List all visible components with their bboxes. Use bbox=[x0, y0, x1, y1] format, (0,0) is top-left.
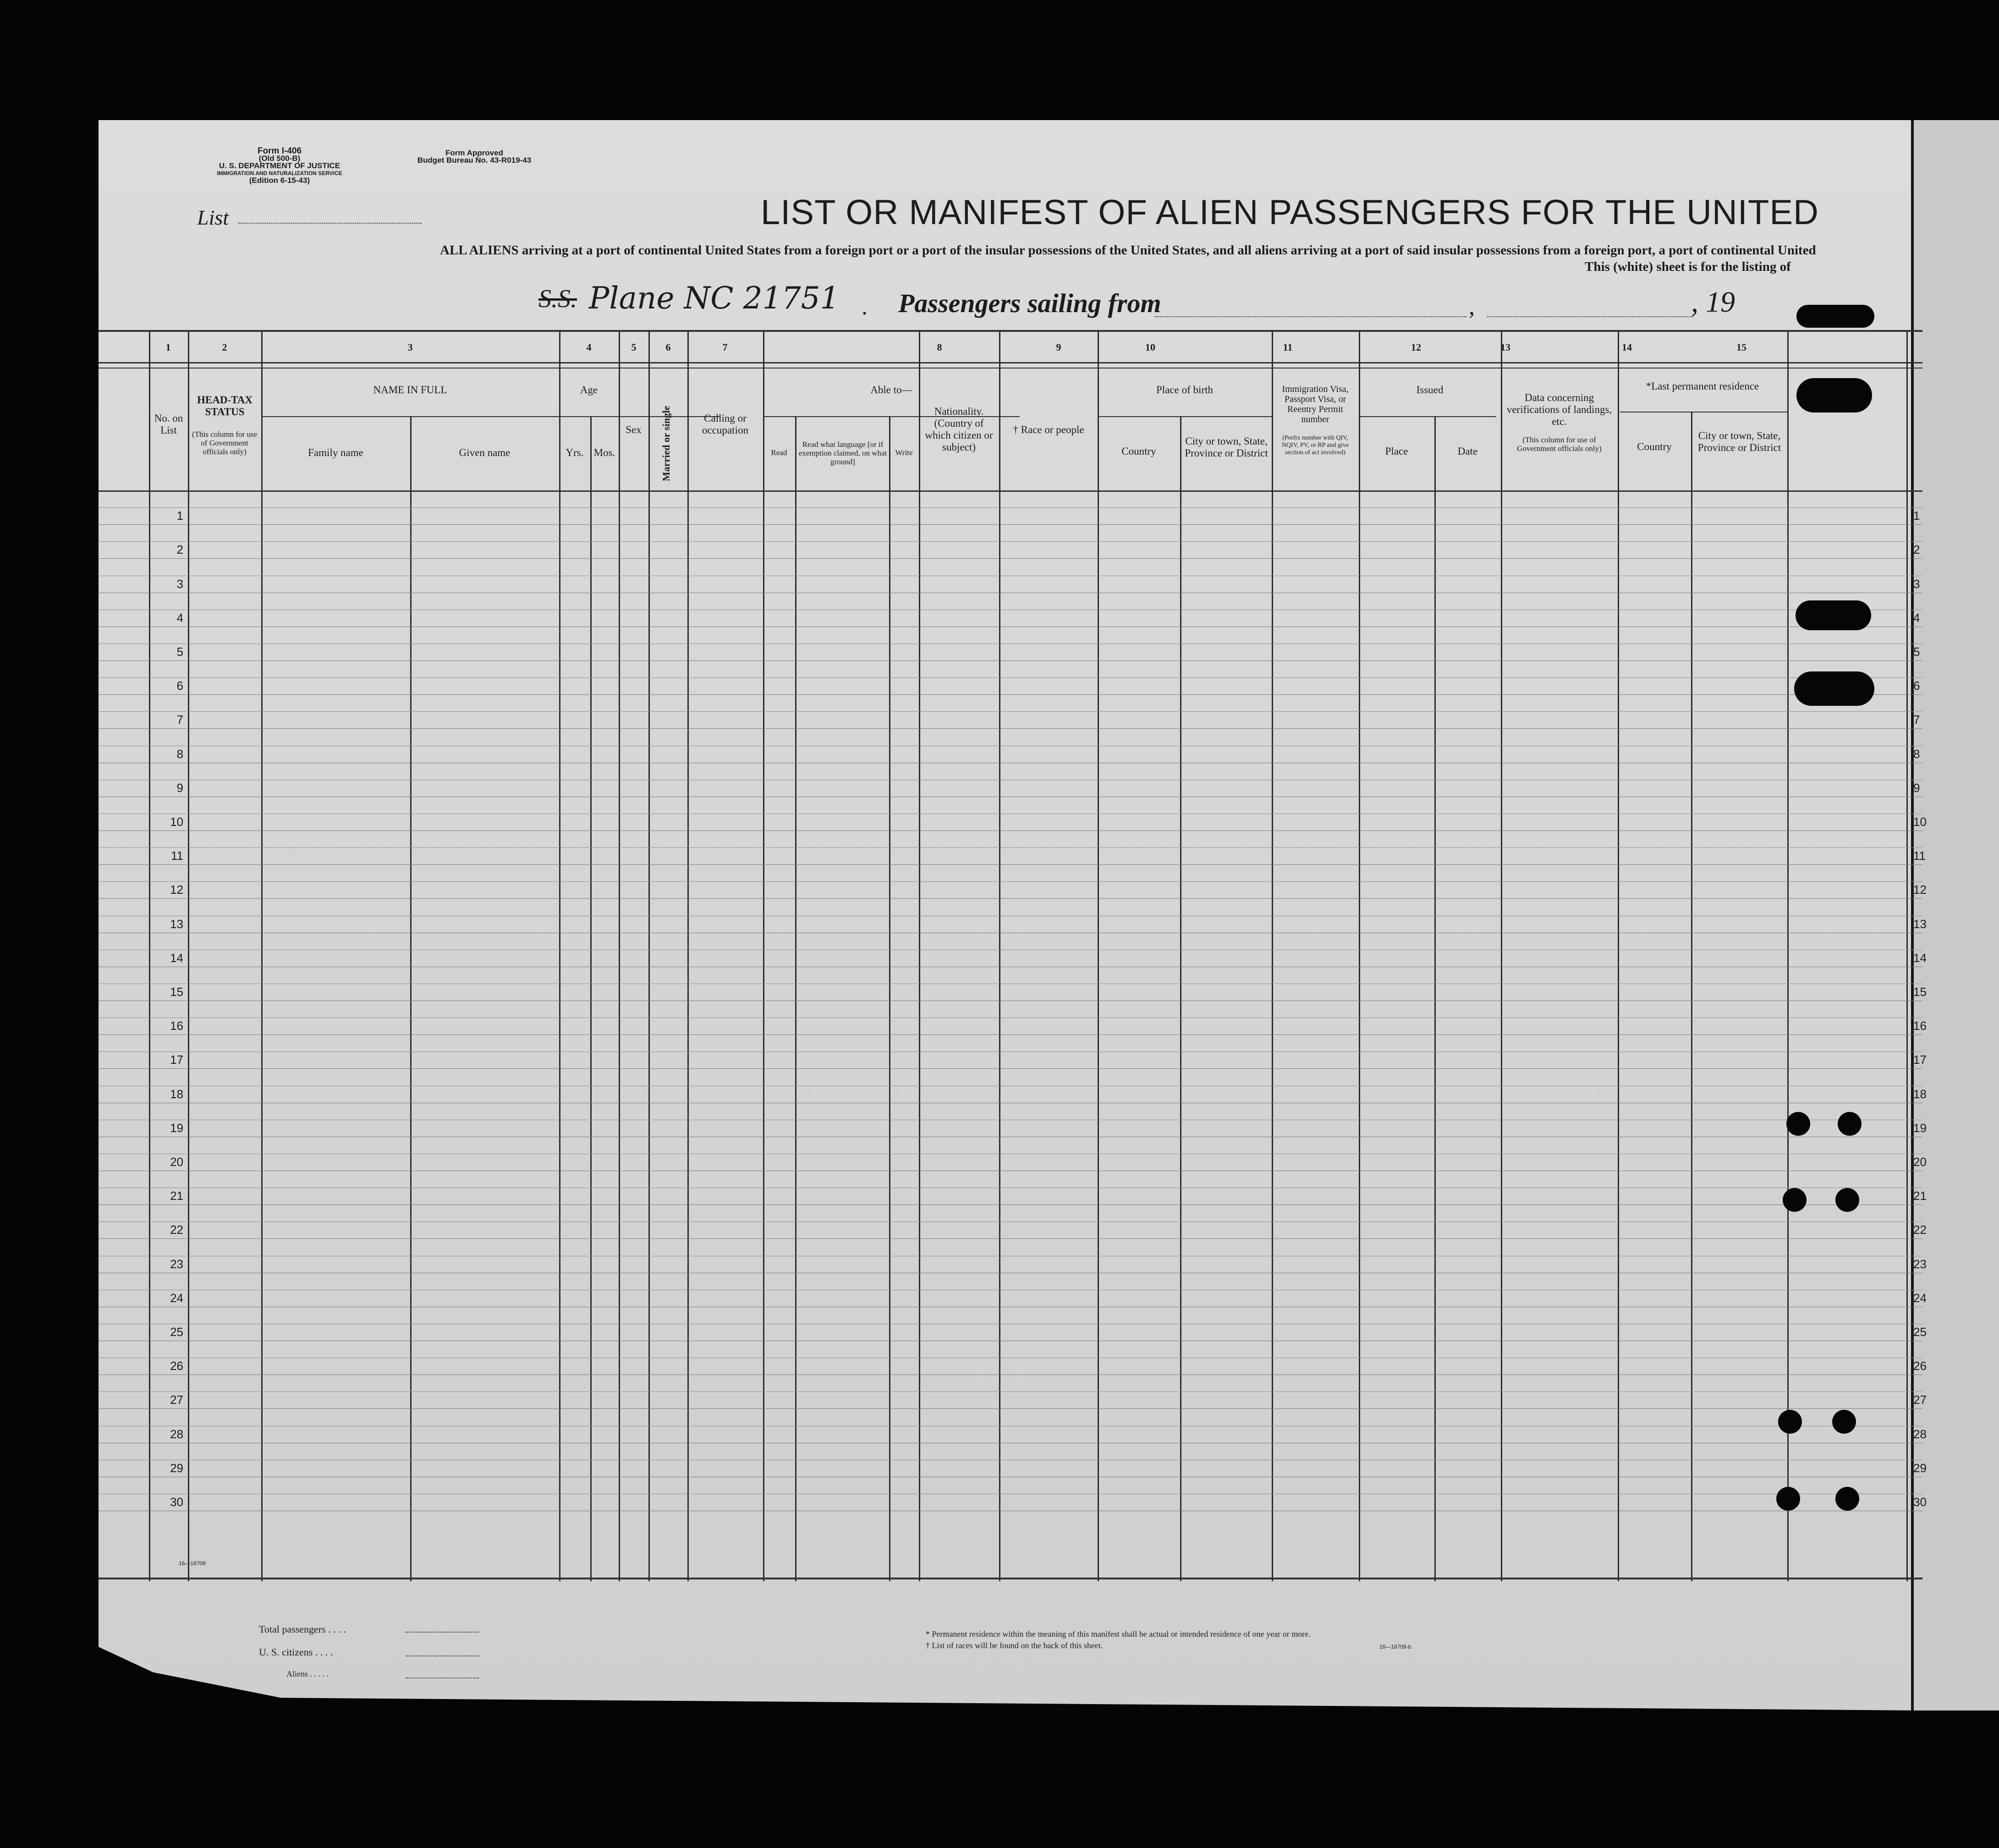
row-divider bbox=[99, 1034, 1922, 1035]
row-number: 12 bbox=[170, 883, 183, 897]
row-number: 16 bbox=[170, 1019, 183, 1033]
col-number-14: 14 bbox=[1622, 341, 1632, 353]
row-number: 23 bbox=[170, 1257, 183, 1271]
header-place-of-birth: Place of birth bbox=[1156, 384, 1213, 396]
col-number-6: 6 bbox=[665, 341, 671, 353]
header-head-tax-note: (This column for use of Government officials only) bbox=[192, 430, 258, 456]
header-read-language: Read what language [or if exemption claimed, on what ground] bbox=[798, 440, 887, 466]
row-number: 18 bbox=[170, 1087, 183, 1101]
row-divider bbox=[99, 830, 1922, 831]
punch-hole bbox=[1783, 1188, 1807, 1212]
vessel-name-handwritten[interactable]: Plane NC 21751 bbox=[589, 280, 840, 316]
row-number: 26 bbox=[170, 1359, 183, 1373]
row-number: 29 bbox=[170, 1461, 183, 1475]
punch-blot bbox=[1796, 305, 1874, 328]
header-calling-or-occupation: Calling or occupation bbox=[702, 412, 748, 436]
row-number: 3 bbox=[176, 577, 183, 591]
row-number-right: 19 bbox=[1913, 1121, 1927, 1135]
row-number-right: 27 bbox=[1913, 1393, 1927, 1407]
col-number-3: 3 bbox=[407, 341, 413, 353]
col-number-4: 4 bbox=[586, 341, 592, 353]
row-divider bbox=[99, 728, 1922, 729]
row-number: 9 bbox=[176, 781, 183, 795]
row-divider-minor bbox=[99, 1221, 1922, 1222]
punch-hole bbox=[1778, 1410, 1802, 1434]
row-number: 4 bbox=[176, 610, 183, 625]
row-number: 8 bbox=[176, 747, 183, 761]
row-number: 19 bbox=[170, 1121, 183, 1135]
punch-hole bbox=[1832, 1410, 1856, 1434]
row-divider-minor bbox=[99, 677, 1922, 678]
header-age-mos: Mos. bbox=[593, 447, 615, 458]
row-number-right: 6 bbox=[1913, 679, 1920, 693]
aliens-label: Aliens . . . . . bbox=[286, 1669, 329, 1678]
total-passengers-label: Total passengers . . . . bbox=[259, 1623, 346, 1635]
row-number-right: 13 bbox=[1913, 917, 1927, 931]
row-number: 6 bbox=[176, 679, 183, 693]
total-passengers-field[interactable] bbox=[406, 1632, 479, 1633]
row-number: 27 bbox=[170, 1393, 183, 1407]
row-number-right: 8 bbox=[1913, 747, 1920, 761]
form-identification bbox=[192, 148, 367, 184]
row-number-right: 5 bbox=[1913, 645, 1920, 659]
row-number-right: 16 bbox=[1913, 1019, 1927, 1033]
row-number: 13 bbox=[170, 917, 183, 931]
row-divider-minor bbox=[99, 507, 1922, 508]
row-number: 14 bbox=[170, 951, 183, 965]
header-married-or-single: Married or single bbox=[660, 406, 672, 481]
row-number-right: 26 bbox=[1913, 1359, 1927, 1373]
print-code-left: 16—18709 bbox=[179, 1560, 206, 1567]
row-number-right: 12 bbox=[1913, 883, 1927, 897]
row-number-right: 10 bbox=[1913, 815, 1927, 829]
row-number: 11 bbox=[171, 849, 183, 863]
row-number: 17 bbox=[170, 1053, 183, 1067]
punch-blot bbox=[1796, 600, 1871, 630]
row-divider bbox=[99, 694, 1922, 695]
row-divider-minor bbox=[99, 1051, 1922, 1052]
row-divider bbox=[99, 1238, 1922, 1239]
punch-hole bbox=[1835, 1487, 1859, 1511]
row-number-right: 4 bbox=[1913, 610, 1920, 625]
punch-hole bbox=[1786, 1112, 1810, 1136]
header-issued-place: Place bbox=[1385, 446, 1408, 457]
sailing-date-field[interactable] bbox=[1487, 316, 1693, 317]
header-visa-note: (Prefix number with QIV, NQIV, PV, or RP and give section of act involved) bbox=[1281, 434, 1349, 456]
row-number: 28 bbox=[170, 1427, 183, 1441]
header-issued: Issued bbox=[1416, 384, 1444, 396]
header-age-yrs: Yrs. bbox=[566, 447, 584, 458]
row-number: 2 bbox=[176, 543, 183, 557]
row-number-right: 17 bbox=[1913, 1053, 1927, 1067]
row-divider-minor bbox=[99, 711, 1922, 712]
row-number-right: 11 bbox=[1913, 849, 1926, 863]
col-number-10: 10 bbox=[1145, 341, 1155, 353]
punch-hole bbox=[1838, 1112, 1862, 1136]
row-number: 25 bbox=[170, 1325, 183, 1339]
header-write: Write bbox=[895, 448, 913, 457]
row-number-right: 24 bbox=[1913, 1291, 1927, 1305]
punch-hole bbox=[1776, 1487, 1800, 1511]
header-nationality: Nationality. (Country of which citizen or subject) bbox=[925, 406, 993, 453]
row-number-right: 29 bbox=[1913, 1461, 1927, 1475]
budget-bureau-number: Budget Bureau No. 43-R019-43 bbox=[417, 156, 532, 165]
punch-hole bbox=[1835, 1188, 1859, 1212]
row-divider-minor bbox=[99, 881, 1922, 882]
form-number: Form I-406 bbox=[257, 146, 302, 156]
row-number: 22 bbox=[170, 1223, 183, 1237]
vessel-period: . bbox=[862, 294, 868, 320]
header-head-tax: HEAD-TAX STATUS bbox=[197, 394, 253, 418]
row-number: 15 bbox=[170, 985, 183, 999]
header-sex: Sex bbox=[626, 424, 642, 435]
row-number-right: 30 bbox=[1913, 1495, 1927, 1509]
header-able-to: Able to— bbox=[870, 384, 912, 396]
header-data-concerning: Data concerning verifications of landings, etc. bbox=[1506, 392, 1612, 427]
col-number-13: 13 bbox=[1500, 341, 1510, 353]
header-family-name: Family name bbox=[308, 447, 363, 458]
row-number-right: 14 bbox=[1913, 951, 1927, 965]
col-number-2: 2 bbox=[222, 341, 227, 353]
header-residence-country: Country bbox=[1637, 441, 1672, 452]
header-read: Read bbox=[771, 448, 787, 457]
sailing-comma: , bbox=[1469, 294, 1475, 320]
row-number-right: 28 bbox=[1913, 1427, 1927, 1441]
header-residence-city: City or town, State, Province or District bbox=[1697, 430, 1781, 453]
sailing-from-label: Passengers sailing from bbox=[898, 288, 1161, 318]
header-last-permanent-residence: *Last permanent residence bbox=[1646, 380, 1759, 392]
punch-blot bbox=[1796, 378, 1872, 412]
row-number-right: 22 bbox=[1913, 1223, 1927, 1237]
row-number-right: 7 bbox=[1913, 713, 1920, 727]
row-number: 1 bbox=[176, 509, 183, 523]
row-number: 5 bbox=[176, 645, 183, 659]
form-edition: (Edition 6-15-43) bbox=[249, 176, 310, 185]
row-number-right: 25 bbox=[1913, 1325, 1927, 1339]
col-number-12: 12 bbox=[1411, 341, 1421, 353]
row-number-right: 15 bbox=[1913, 985, 1927, 999]
header-age: Age bbox=[580, 384, 598, 396]
year-prefix: , 19 bbox=[1691, 286, 1735, 318]
row-divider-minor bbox=[99, 847, 1922, 848]
row-divider bbox=[99, 524, 1922, 525]
header-no-on-list: No. on List bbox=[154, 412, 183, 436]
row-divider bbox=[99, 898, 1922, 899]
instructions-line2: This (white) sheet is for the listing of bbox=[1585, 259, 1791, 274]
row-number: 21 bbox=[170, 1189, 183, 1203]
header-issued-date: Date bbox=[1457, 446, 1478, 457]
row-number-right: 3 bbox=[1913, 577, 1920, 591]
row-number: 10 bbox=[170, 815, 183, 829]
print-code-right: 16—18709-b bbox=[1379, 1644, 1411, 1650]
col-number-8: 8 bbox=[937, 341, 942, 353]
row-number: 30 bbox=[170, 1495, 183, 1509]
header-visa-number: Immigration Visa, Passport Visa, or Reentry Permit number bbox=[1282, 384, 1349, 424]
us-citizens-label: U. S. citizens . . . . bbox=[259, 1646, 333, 1658]
col-number-11: 11 bbox=[1283, 341, 1293, 353]
row-number: 24 bbox=[170, 1291, 183, 1305]
col-number-15: 15 bbox=[1736, 341, 1746, 353]
row-number: 20 bbox=[170, 1155, 183, 1169]
row-number-right: 9 bbox=[1913, 781, 1920, 795]
row-number: 7 bbox=[176, 713, 183, 727]
punch-blot bbox=[1794, 671, 1874, 706]
row-number-right: 20 bbox=[1913, 1155, 1927, 1169]
row-number-right: 21 bbox=[1913, 1189, 1927, 1203]
col-number-7: 7 bbox=[722, 341, 728, 353]
row-number-right: 23 bbox=[1913, 1257, 1927, 1271]
col-number-9: 9 bbox=[1056, 341, 1061, 353]
budget-approval bbox=[399, 149, 550, 164]
service-name: IMMIGRATION AND NATURALIZATION SERVICE bbox=[217, 170, 342, 176]
row-divider bbox=[99, 1408, 1922, 1409]
list-number-field[interactable] bbox=[238, 223, 422, 224]
row-divider bbox=[99, 864, 1922, 865]
col-number-1: 1 bbox=[165, 341, 171, 353]
header-name-in-full: NAME IN FULL bbox=[373, 384, 447, 396]
footnote-permanent-residence: * Permanent residence within the meaning of this manifest shall be actual or intended residence of one year or more. bbox=[926, 1629, 1311, 1639]
row-divider-minor bbox=[99, 541, 1922, 542]
row-number-right: 2 bbox=[1913, 543, 1920, 557]
header-birth-country: Country bbox=[1121, 446, 1156, 457]
header-given-name: Given name bbox=[459, 447, 511, 458]
row-divider bbox=[99, 558, 1922, 559]
form-old-number: (Old 500-B) bbox=[258, 154, 301, 163]
instructions-line1: ALL ALIENS arriving at a port of continental United States from a foreign port or a port of the insular possessions of the United States, and all aliens arriving at a port of said insular possessions from a foreign port, a port of continental United bbox=[440, 243, 1816, 258]
passenger-table bbox=[99, 330, 1927, 1581]
row-number-right: 18 bbox=[1913, 1087, 1927, 1101]
sailing-from-field[interactable] bbox=[1155, 316, 1466, 317]
header-birth-city: City or town, State, Province or District bbox=[1185, 435, 1268, 459]
row-divider bbox=[99, 1068, 1922, 1069]
header-race-or-people: † Race or people bbox=[1013, 424, 1084, 435]
footnote-race-list: † List of races will be found on the back of this sheet. bbox=[926, 1641, 1103, 1650]
department-name: U. S. DEPARTMENT OF JUSTICE bbox=[219, 161, 340, 170]
header-data-note: (This column for use of Government officials only) bbox=[1517, 435, 1602, 453]
approval-line: Form Approved bbox=[445, 148, 503, 157]
col-number-5: 5 bbox=[631, 341, 637, 353]
row-divider bbox=[99, 660, 1922, 661]
row-divider bbox=[99, 1204, 1922, 1205]
row-number-right: 1 bbox=[1913, 509, 1920, 523]
list-label: List bbox=[197, 206, 229, 229]
ss-label: S.S. bbox=[538, 285, 577, 313]
page-title: LIST OR MANIFEST OF ALIEN PASSENGERS FOR THE UNITED bbox=[761, 193, 1819, 232]
